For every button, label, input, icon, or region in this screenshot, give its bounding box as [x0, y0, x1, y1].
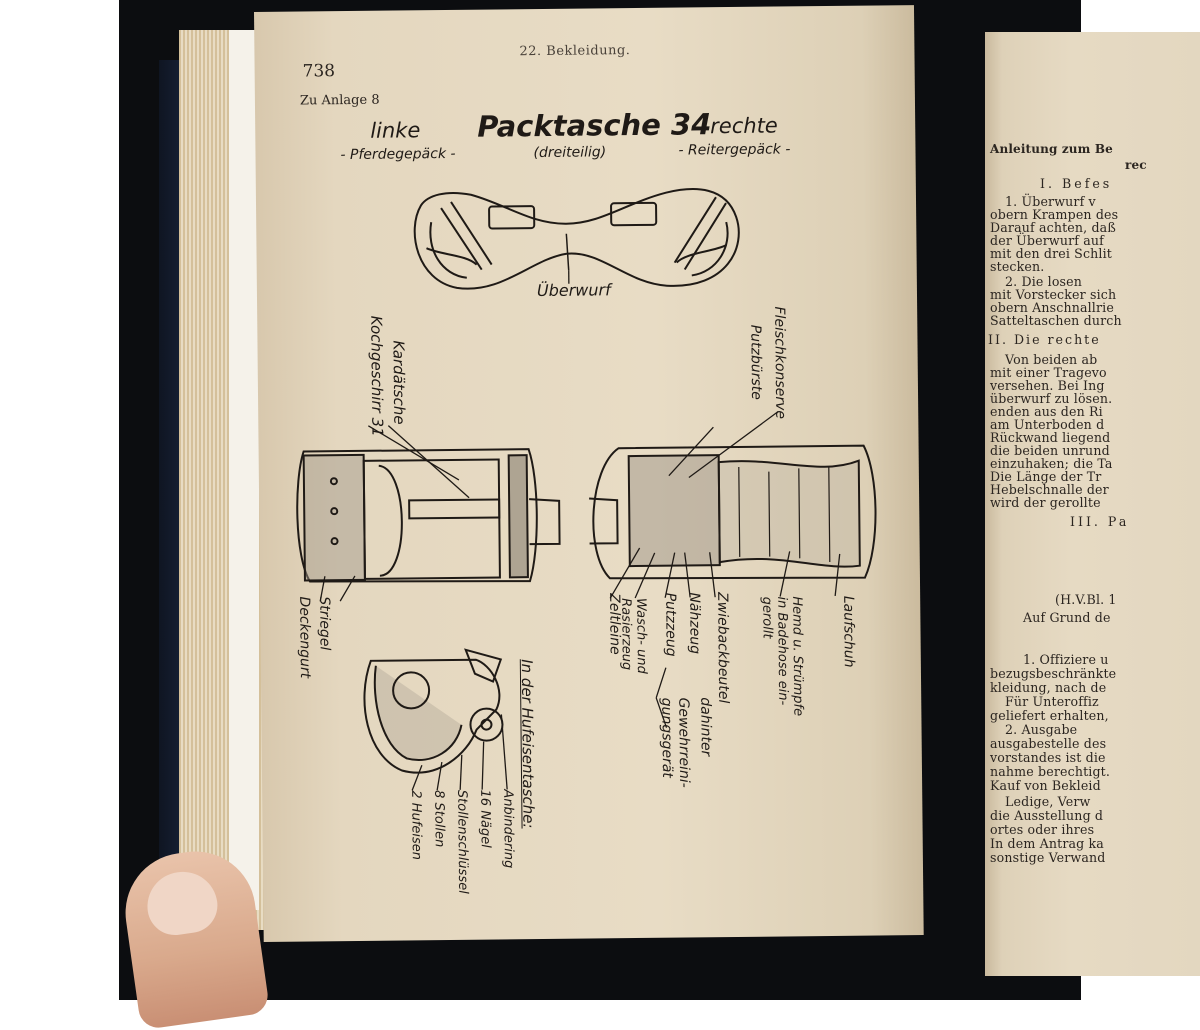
right-line: vorstandes ist die: [990, 750, 1106, 765]
label-kochgeschirr: Kochgeschirr 31: [367, 315, 387, 437]
figure-title: Packtasche 34: [477, 107, 712, 144]
right-line: geliefert erhalten,: [990, 708, 1109, 723]
right-line: I. Befes: [1040, 176, 1113, 191]
label-stollenschluessel: Stollenschlüssel: [454, 789, 471, 894]
right-line: Für Unteroffiz: [1005, 694, 1099, 709]
label-wasch-rasierzeug: Wasch- und Rasierzeug: [618, 597, 649, 674]
label-anbindering: Anbindering: [500, 789, 516, 869]
thumb: [118, 844, 270, 1030]
right-line: sonstige Verwand: [990, 850, 1106, 865]
right-line: wird der gerollte: [990, 495, 1101, 510]
right-line: ortes oder ihres: [990, 822, 1095, 837]
right-line: die beiden unrund: [990, 443, 1110, 458]
right-line: die Ausstellung d: [990, 808, 1104, 823]
right-line: enden aus den Ri: [990, 404, 1103, 419]
label-gewehrreinigungsgeraet: Gewehrreini-gungsgerät: [658, 697, 693, 788]
right-line: 1. Überwurf v: [1005, 194, 1096, 209]
right-line: Hebelschnalle der: [990, 482, 1109, 497]
label-putzzeug: Putzzeug: [662, 592, 679, 657]
right-line: nahme berechtigt.: [990, 764, 1111, 779]
annex-label: Zu Anlage 8: [299, 92, 380, 109]
right-line: Von beiden ab: [1005, 352, 1098, 367]
right-line: bezugsbeschränkte: [990, 666, 1117, 681]
figure-right-word: rechte: [710, 113, 778, 139]
running-head: 22. Bekleidung.: [519, 43, 631, 60]
right-page: [985, 32, 1200, 976]
left-bag-drawing: [297, 449, 560, 584]
label-fleischkonserve: Fleischkonserve: [771, 306, 789, 420]
right-line: rec: [1125, 158, 1147, 172]
label-zeltleine: Zeltleine: [606, 593, 623, 655]
label-hemd-struempfe: Hemd u. Strümpfe in Badehose ein-gerollt: [759, 596, 806, 717]
right-line: III. Pa: [1070, 514, 1130, 529]
ueberwurf-label: Überwurf: [536, 280, 611, 301]
right-line: Rückwand liegend: [990, 430, 1111, 445]
right-line: Darauf achten, daß: [990, 220, 1116, 235]
right-line: mit den drei Schlit: [990, 246, 1112, 261]
right-line: einzuhaken; die Ta: [990, 456, 1113, 471]
label-stollen: 8 Stollen: [431, 790, 447, 848]
label-dahinter: dahinter: [697, 697, 714, 757]
right-line: überwurf zu lösen.: [990, 391, 1113, 406]
right-line: II. Die rechte: [988, 332, 1101, 347]
right-line: In dem Antrag ka: [990, 836, 1104, 851]
label-laufschuh: Laufschuh: [840, 595, 857, 668]
right-line: obern Krampen des: [990, 207, 1119, 222]
book-spread: [119, 0, 1147, 1000]
right-line: kleidung, nach de: [990, 680, 1107, 695]
page-number: 738: [302, 61, 336, 82]
label-kardaetsche: Kardätsche: [389, 340, 409, 425]
right-line: 1. Offiziere u: [1023, 652, 1109, 667]
right-line: Auf Grund de: [1023, 610, 1111, 625]
label-naehzeug: Nähzeug: [686, 592, 703, 655]
label-hufeisen: 2 Hufeisen: [408, 790, 424, 861]
label-zwiebackbeutel: Zwiebackbeutel: [714, 592, 732, 704]
right-line: 2. Ausgabe: [1005, 722, 1078, 737]
right-line: Kauf von Bekleid: [990, 778, 1101, 793]
figure-left-sub: - Pferdegepäck -: [340, 145, 456, 164]
right-line: (H.V.Bl. 1: [1055, 592, 1117, 607]
right-line: mit Vorstecker sich: [990, 287, 1117, 302]
hoof-bag-drawing: [364, 649, 503, 773]
right-line: stecken.: [990, 259, 1045, 274]
right-line: mit einer Tragevo: [990, 365, 1107, 380]
right-line: am Unterboden d: [990, 417, 1105, 432]
right-line: Satteltaschen durch: [990, 313, 1122, 328]
figure-subtitle: (dreiteilig): [533, 144, 607, 162]
packtasche-illustration: [254, 5, 924, 942]
right-line: der Überwurf auf: [990, 233, 1104, 248]
hoof-bag-heading: In der Hufeisentasche:: [517, 659, 538, 829]
right-line: Ledige, Verw: [1005, 794, 1091, 809]
label-striegel: Striegel: [316, 596, 333, 651]
right-line: Die Länge der Tr: [990, 469, 1102, 484]
right-line: ausgabestelle des: [990, 736, 1107, 751]
label-deckengurt: Deckengurt: [296, 596, 313, 679]
figure-left-word: linke: [370, 118, 421, 143]
left-page: [254, 5, 924, 942]
label-putzbuerste: Putzbürste: [747, 324, 765, 400]
label-naegel: 16 Nägel: [477, 789, 493, 848]
right-line: 2. Die losen: [1005, 274, 1083, 289]
right-line: Anleitung zum Be: [990, 142, 1113, 156]
figure-right-sub: - Reitergepäck -: [678, 141, 791, 159]
right-line: obern Anschnallrie: [990, 300, 1114, 315]
right-line: versehen. Bei Ing: [990, 378, 1105, 393]
